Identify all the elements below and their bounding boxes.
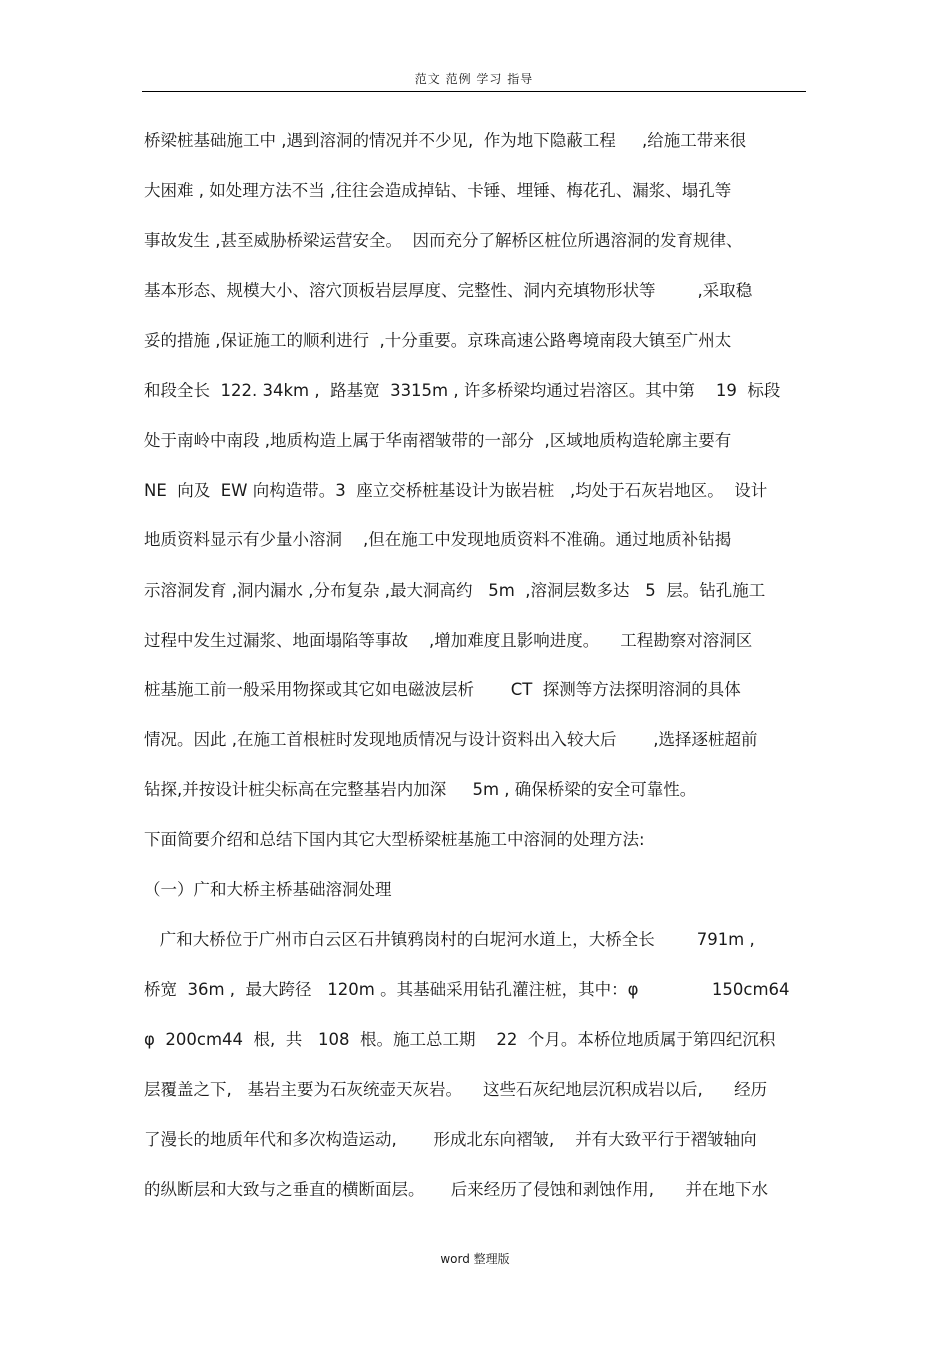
- text-line: 和段全长 122. 34km , 路基宽 3315m , 许多桥梁均通过岩溶区。其中第 19 标段: [144, 381, 781, 400]
- text-line: 桥梁桩基础施工中 ,遇到溶洞的情况并不少见, 作为地下隐蔽工程 ,给施工带来很: [144, 131, 747, 150]
- text-line: 桩基施工前一般采用物探或其它如电磁波层析 CT 探测等方法探明溶洞的具体: [144, 680, 741, 699]
- text-line: 基本形态、规模大小、溶穴顶板岩层厚度、完整性、洞内充填物形状等 ,采取稳: [144, 281, 753, 300]
- text-line: 情况。因此 ,在施工首根桩时发现地质情况与设计资料出入较大后 ,选择逐桩超前: [144, 730, 758, 749]
- text-line: 广和大桥位于广州市白云区石井镇鸦岗村的白坭河水道上，大桥全长 791m ,: [144, 930, 755, 949]
- text-line: 示溶洞发育 ,洞内漏水 ,分布复杂 ,最大洞高约 5m ,溶洞层数多达 5 层。钻孔施工: [144, 581, 766, 600]
- text-line: 过程中发生过漏浆、地面塌陷等事故 ,增加难度且影响进度。 工程勘察对溶洞区: [144, 631, 753, 650]
- text-line: 事故发生 ,甚至威胁桥梁运营安全。 因而充分了解桥区桩位所遇溶洞的发育规律、: [144, 231, 743, 250]
- text-line: NE 向及 EW 向构造带。3 座立交桥桩基设计为嵌岩桩 ,均处于石灰岩地区。 设计: [144, 481, 768, 500]
- text-line: 层覆盖之下, 基岩主要为石灰统壶天灰岩。 这些石灰纪地层沉积成岩以后, 经历: [144, 1080, 768, 1099]
- page-header: 范文 范例 学习 指导: [414, 72, 534, 86]
- text-line: 妥的措施 ,保证施工的顺利进行 ,十分重要。京珠高速公路粤境南段大镇至广州太: [144, 331, 732, 350]
- section-heading: （一）广和大桥主桥基础溶洞处理: [144, 880, 392, 899]
- text-line: 了漫长的地质年代和多次构造运动, 形成北东向褶皱, 并有大致平行于褶皱轴向: [144, 1130, 757, 1149]
- text-line: 桥宽 36m , 最大跨径 120m 。其基础采用钻孔灌注桩，其中：φ 150cm64: [144, 980, 790, 999]
- page-footer: word 整理版: [440, 1252, 510, 1266]
- text-line: 钻探,并按设计桩尖标高在完整基岩内加深 5m , 确保桥梁的安全可靠性。: [144, 780, 697, 799]
- text-line: 大困难 , 如处理方法不当 ,往往会造成掉钻、卡锤、埋锤、梅花孔、漏浆、塌孔等: [144, 181, 732, 200]
- header-rule: [142, 91, 806, 92]
- text-line: 下面简要介绍和总结下国内其它大型桥梁桩基施工中溶洞的处理方法:: [144, 830, 645, 849]
- text-line: 处于南岭中南段 ,地质构造上属于华南褶皱带的一部分 ,区域地质构造轮廓主要有: [144, 431, 732, 450]
- text-line: 地质资料显示有少量小溶洞 ,但在施工中发现地质资料不准确。通过地质补钻揭: [144, 530, 732, 549]
- text-line: 的纵断层和大致与之垂直的横断面层。 后来经历了侵蚀和剥蚀作用, 并在地下水: [144, 1180, 768, 1199]
- text-line: φ 200cm44 根, 共 108 根。施工总工期 22 个月。本桥位地质属于第四纪沉积: [144, 1030, 776, 1049]
